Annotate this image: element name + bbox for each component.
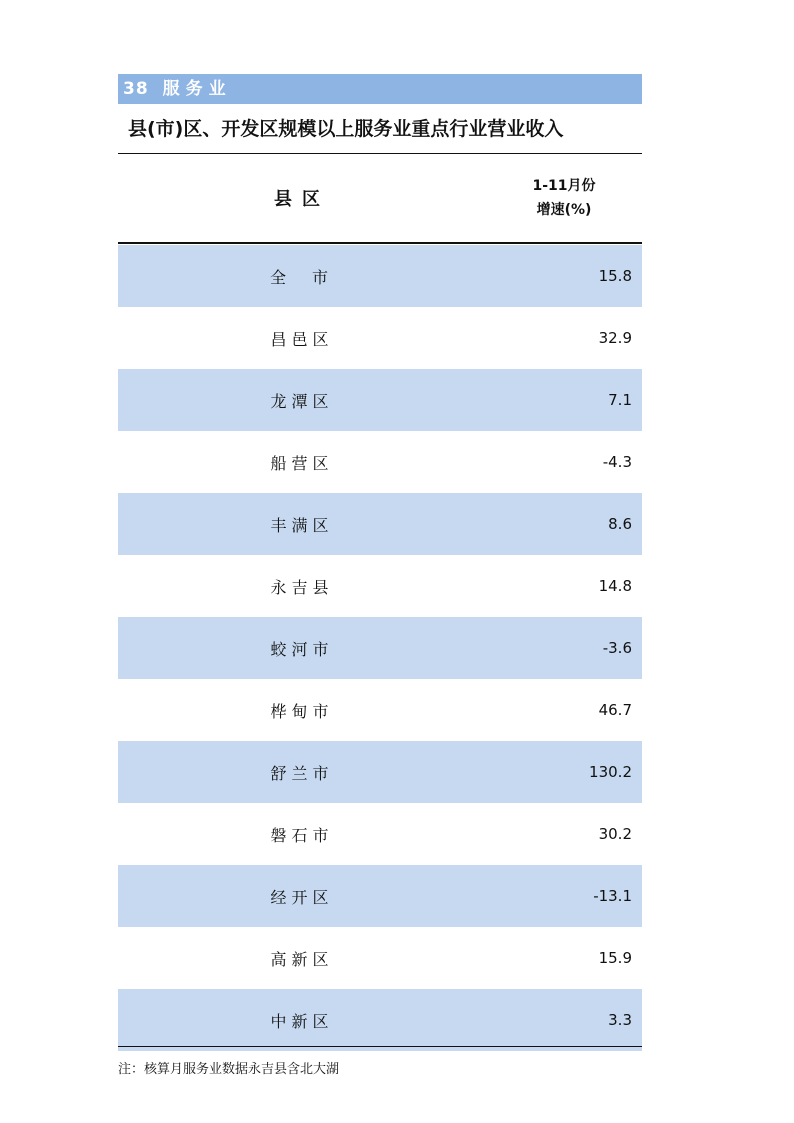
- growth-cell: 32.9: [598, 329, 632, 347]
- growth-cell: 30.2: [598, 825, 632, 843]
- table-bottom-rule: [118, 1046, 642, 1047]
- table-row: [118, 741, 642, 803]
- table-row: [118, 369, 642, 431]
- region-cell: 昌邑区: [270, 329, 334, 349]
- table-row: [118, 493, 642, 555]
- data-table: [118, 245, 642, 1051]
- growth-cell: -13.1: [593, 887, 632, 905]
- table-row: [118, 617, 642, 679]
- table-row: [118, 803, 642, 865]
- region-cell: 经开区: [270, 887, 334, 907]
- page-title: 县(市)区、开发区规模以上服务业重点行业营业收入: [128, 118, 564, 140]
- table-row: [118, 679, 642, 741]
- region-cell: 桦甸市: [270, 701, 334, 721]
- section-number: 38: [123, 79, 149, 99]
- growth-cell: 15.9: [598, 949, 632, 967]
- column-header-growth-line1: 1-11月份: [532, 178, 596, 194]
- column-header-growth-line2: 增速(%): [536, 202, 592, 218]
- table-row: [118, 431, 642, 493]
- table-row: [118, 989, 642, 1051]
- region-cell: 高新区: [270, 949, 334, 969]
- growth-cell: 46.7: [598, 701, 632, 719]
- table-row: [118, 245, 642, 307]
- growth-cell: -4.3: [602, 453, 632, 471]
- growth-cell: 14.8: [598, 577, 632, 595]
- region-cell: 龙潭区: [270, 391, 334, 411]
- table-row: [118, 307, 642, 369]
- table-header-rule: [118, 242, 642, 244]
- growth-cell: 7.1: [608, 391, 632, 409]
- region-cell: 中新区: [270, 1011, 334, 1031]
- region-cell: 全市: [269, 267, 354, 287]
- growth-cell: 15.8: [598, 267, 632, 285]
- region-cell: 永吉县: [270, 577, 334, 597]
- section-header-bar: [118, 74, 642, 104]
- growth-cell: 3.3: [608, 1011, 632, 1029]
- table-row: [118, 555, 642, 617]
- column-header-growth: [486, 154, 642, 242]
- footnote: 注：核算月服务业数据永吉县含北大湖: [118, 1062, 340, 1077]
- section-title: 服务业: [162, 79, 232, 99]
- region-cell: 磐石市: [270, 825, 334, 845]
- growth-cell: -3.6: [602, 639, 632, 657]
- growth-cell: 8.6: [608, 515, 632, 533]
- column-header-region: 县区: [274, 189, 330, 210]
- growth-cell: 130.2: [589, 763, 632, 781]
- table-row: [118, 865, 642, 927]
- region-cell: 舒兰市: [270, 763, 334, 783]
- table-row: [118, 927, 642, 989]
- region-cell: 丰满区: [270, 515, 334, 535]
- region-cell: 船营区: [270, 453, 334, 473]
- region-cell: 蛟河市: [270, 639, 334, 659]
